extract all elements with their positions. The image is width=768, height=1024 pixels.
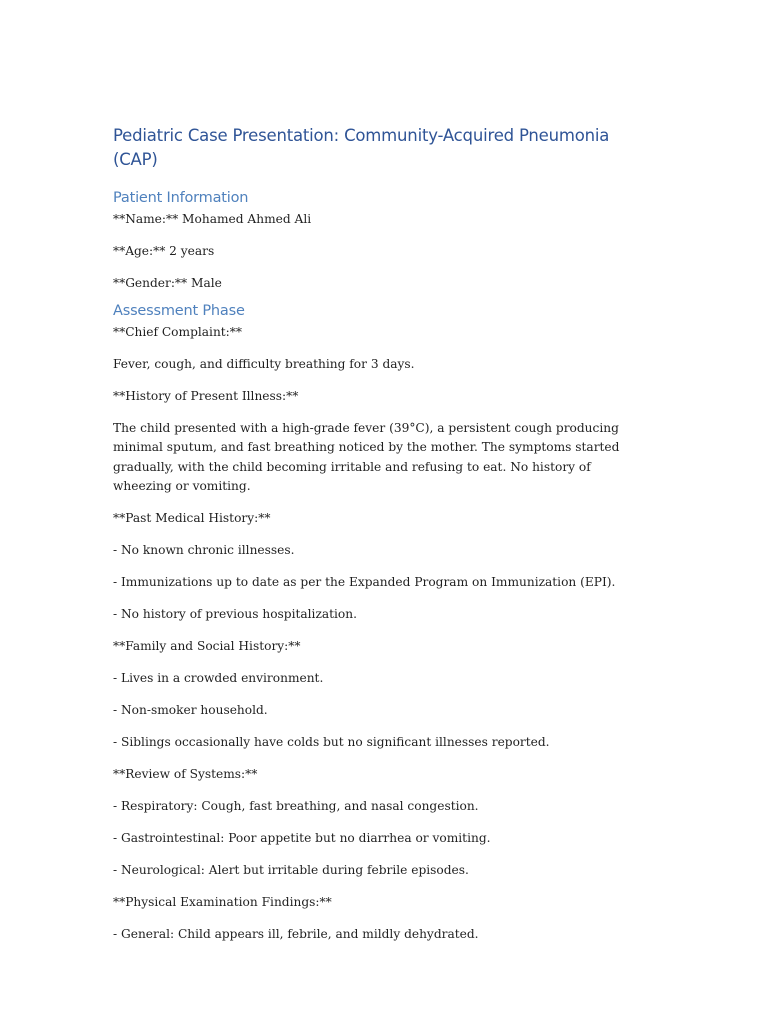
list-item: - Neurological: Alert but irritable during febrile episodes. bbox=[113, 862, 469, 877]
hpi-text: The child presented with a high-grade fever (39°C), a persistent cough producing minimal sputum, and fast breathing noticed by the mother. The symptoms started gradually, with the child becoming irritable and refusing to eat. No history of wheezing or vomiting. bbox=[113, 421, 620, 493]
physical-exam-label: **Physical Examination Findings:** bbox=[113, 894, 332, 909]
patient-name: **Name:** Mohamed Ahmed Ali bbox=[113, 212, 312, 226]
section-heading-assessment-phase: Assessment Phase bbox=[113, 303, 245, 320]
list-item: - Gastrointestinal: Poor appetite but no diarrhea or vomiting. bbox=[113, 830, 491, 845]
chief-complaint-text: Fever, cough, and difficulty breathing for 3 days. bbox=[113, 357, 415, 372]
review-of-systems-label: **Review of Systems:** bbox=[113, 766, 258, 781]
list-item: - No known chronic illnesses. bbox=[113, 542, 295, 557]
list-item: - Respiratory: Cough, fast breathing, and nasal congestion. bbox=[113, 798, 479, 813]
list-item: - General: Child appears ill, febrile, and mildly dehydrated. bbox=[113, 926, 479, 941]
list-item: - Immunizations up to date as per the Expanded Program on Immunization (EPI). bbox=[113, 574, 616, 589]
list-item: - Non-smoker household. bbox=[113, 702, 268, 717]
section-heading-patient-information: Patient Information bbox=[113, 190, 249, 206]
hpi-label: **History of Present Illness:** bbox=[113, 389, 299, 404]
list-item: - No history of previous hospitalization. bbox=[113, 606, 357, 621]
patient-age: **Age:** 2 years bbox=[113, 244, 215, 258]
chief-complaint-label: **Chief Complaint:** bbox=[113, 325, 242, 340]
family-social-history-label: **Family and Social History:** bbox=[113, 638, 301, 653]
document-title: Pediatric Case Presentation: Community-Acquired Pneumonia (CAP) bbox=[113, 126, 610, 169]
document-page bbox=[113, 124, 653, 957]
list-item: - Lives in a crowded environment. bbox=[113, 670, 324, 685]
list-item: - Siblings occasionally have colds but no significant illnesses reported. bbox=[113, 734, 550, 749]
patient-gender: **Gender:** Male bbox=[113, 276, 222, 290]
past-medical-history-label: **Past Medical History:** bbox=[113, 510, 271, 525]
